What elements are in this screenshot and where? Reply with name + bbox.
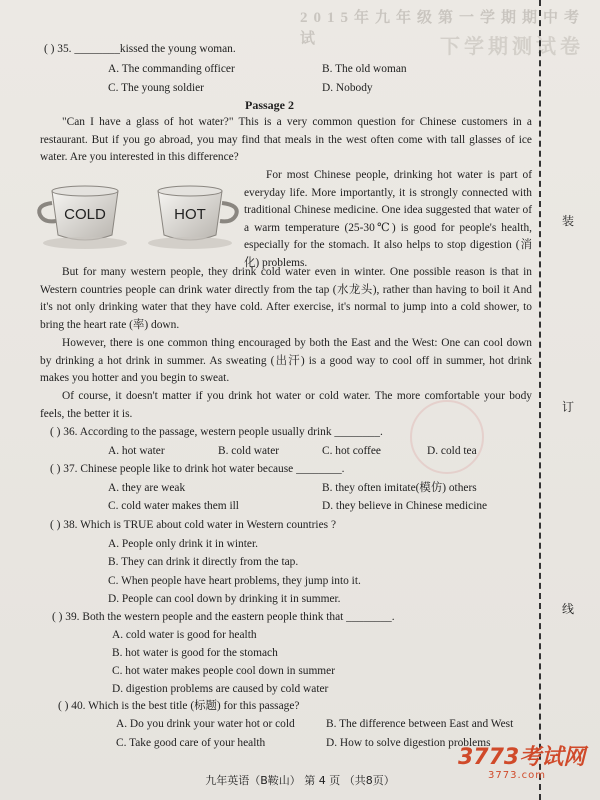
q37-stem: ( ) 37. Chinese people like to drink hot water because ________. — [50, 463, 345, 475]
margin-char-zhuang: 装 — [562, 214, 575, 228]
q36-option-c: C. hot coffee — [322, 445, 381, 457]
q39-option-b: B. hot water is good for the stomach — [112, 647, 278, 659]
q39-stem: ( ) 39. Both the western people and the eastern people think that ________. — [52, 611, 395, 623]
q35-option-d: D. Nobody — [322, 82, 373, 94]
cold-label: COLD — [64, 206, 106, 223]
q36-option-b: B. cold water — [218, 445, 280, 457]
q36-option-a: A. hot water — [108, 445, 165, 457]
passage-para-4: However, there is one common thing encouraged by both the East and the West: One can cool down by drinking a hot drink in summer. As sweating (出汗) is a good way to cool off in summer, hot drink makes you hotter and you begin to sweat. — [40, 337, 532, 384]
q40-option-d: D. How to solve digestion problems — [326, 737, 491, 749]
page-footer: 九年英语（B鞍山） 第 4 页 （共8页） — [205, 774, 395, 787]
q35-option-b: B. The old woman — [322, 63, 407, 75]
watermark-right: 下学期测试卷 — [440, 36, 584, 58]
hot-cold-cups-illustration — [30, 183, 255, 253]
q36-option-d: D. cold tea — [427, 445, 477, 457]
q39-option-d: D. digestion problems are caused by cold water — [112, 683, 329, 695]
margin-char-ding: 订 — [562, 400, 575, 414]
q38-option-c: C. When people have heart problems, they jump into it. — [108, 575, 361, 587]
margin-char-xian: 线 — [562, 602, 575, 616]
q36-stem: ( ) 36. According to the passage, western people usually drink ________. — [50, 426, 383, 438]
q38-option-d: D. People can cool down by drinking it in summer. — [108, 593, 341, 605]
q35-option-a: A. The commanding officer — [108, 63, 235, 75]
q37-option-a: A. they are weak — [108, 482, 186, 494]
hot-cup — [148, 186, 237, 249]
q37-option-b: B. they often imitate(模仿) others — [322, 482, 477, 494]
site-logo-url: 3773.com — [488, 770, 546, 781]
q35-option-c: C. The young soldier — [108, 82, 204, 94]
passage-para-5: Of course, it doesn't matter if you drink hot water or cold water. The more comfortable your body feels, the better it is. — [40, 390, 532, 420]
q40-option-a: A. Do you drink your water hot or cold — [116, 718, 295, 730]
passage-title: Passage 2 — [245, 98, 294, 112]
passage-para-1: "Can I have a glass of hot water?" This is a very common question for Chinese customers in a restaurant. But if you go abroad, you may find that meals in the west often come with tall glasses of ice water. Are you interested in this difference? — [40, 116, 532, 163]
watermark-top: 2015年九年级第一学期期中考试 — [300, 10, 586, 47]
q38-option-b: B. They can drink it directly from the tap. — [108, 556, 299, 568]
q39-option-a: A. cold water is good for health — [112, 629, 257, 641]
q40-option-b: B. The difference between East and West — [326, 718, 514, 730]
q37-option-d: D. they believe in Chinese medicine — [322, 500, 488, 512]
passage-para-3: But for many western people, they drink cold water even in winter. One possible reason is that in Western countries people can drink water directly from the tap (水龙头), rather than having to boil it And it's not only drinking water that they have cold. After exercise, it's normal to jump into a cold shower, to bring the heart rate (率) down. — [40, 266, 532, 331]
hot-label: HOT — [174, 206, 206, 223]
q39-option-c: C. hot water makes people cool down in summer — [112, 665, 336, 677]
q40-stem: ( ) 40. Which is the best title (标题) for this passage? — [58, 700, 300, 712]
binding-dashed-line — [539, 0, 541, 800]
q38-option-a: A. People only drink it in winter. — [108, 538, 258, 550]
q38-stem: ( ) 38. Which is TRUE about cold water in Western countries ? — [50, 519, 336, 531]
passage-para-2: For most Chinese people, drinking hot water is part of everyday life. More importantly, it is strongly connected with traditional Chinese medicine. One idea suggested that water of a warm temperature (25-30℃) is good for people's health, especially for the stomach. It also helps to stop digestion (消化) problems. — [244, 169, 532, 269]
site-logo: 3773考试网 — [458, 745, 586, 770]
q37-option-c: C. cold water makes them ill — [108, 500, 239, 512]
cold-cup — [39, 186, 127, 249]
q40-option-c: C. Take good care of your health — [116, 737, 266, 749]
q35-stem: ( ) 35. ________kissed the young woman. — [44, 43, 236, 55]
